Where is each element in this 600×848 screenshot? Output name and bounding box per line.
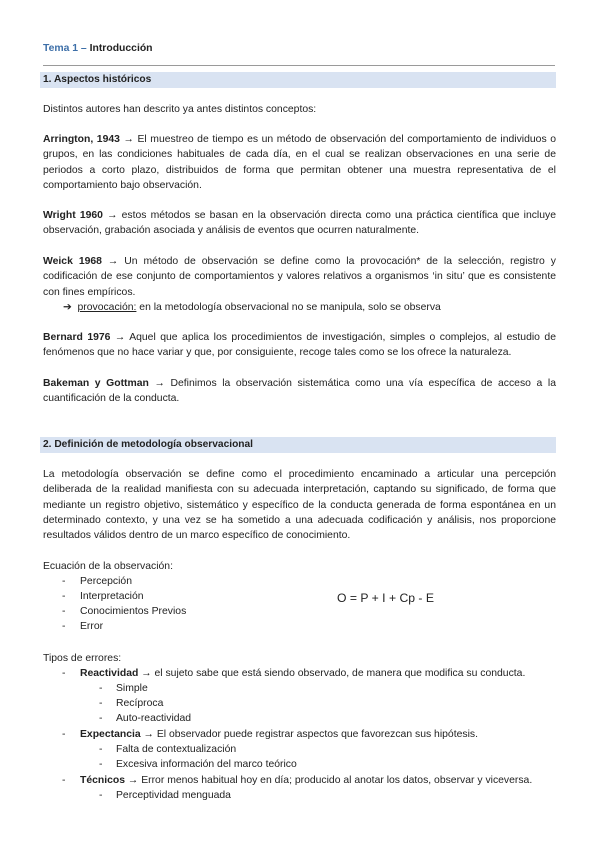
- observation-equation: O = P + I + Cp - E: [337, 591, 434, 605]
- list-dash: -: [99, 790, 103, 801]
- arrow-icon: ➔: [63, 302, 72, 313]
- author-paragraph-arrington: [43, 132, 556, 193]
- list-dash: -: [99, 759, 103, 770]
- list-item: Conocimientos Previos: [80, 606, 187, 617]
- error-item-reactividad: [80, 666, 525, 681]
- author-paragraph-bakeman-gottman: [43, 376, 556, 407]
- header-rule: [43, 65, 555, 66]
- error-name: Expectancia: [80, 729, 141, 740]
- author-text: → Definimos la observación sistemática como una vía específica de acceso a la cuantificación de la conducta.: [43, 378, 556, 405]
- provocation-note: [63, 300, 441, 315]
- list-dash: -: [62, 606, 66, 617]
- author-paragraph-bernard: [43, 330, 556, 361]
- author-name: Arrington, 1943: [43, 134, 120, 145]
- equation-label: Ecuación de la observación:: [43, 561, 173, 572]
- author-text: → Aquel que aplica los procedimientos de investigación, simples o complejos, al estudio de fenómenos que no hace variar y que, por consiguiente, recoge tales como se los ofrece la naturaleza.: [43, 332, 556, 359]
- note-text: en la metodología observacional no se manipula, solo se observa: [136, 302, 441, 313]
- list-item: Interpretación: [80, 591, 144, 602]
- sub-item: Perceptividad menguada: [116, 790, 231, 801]
- author-text: → Un método de observación se define como la provocación* de la selección, registro y codificación de ese conjunto de comportamientos y valores relativos a organismos ‘in situ’ que es consistente con fines empíricos.: [43, 256, 556, 298]
- list-dash: -: [99, 698, 103, 709]
- error-text: → Error menos habitual hoy en día; producido al anotar los datos, observar y viceversa.: [125, 775, 533, 786]
- author-text: → El muestreo de tiempo es un método de observación del comportamiento de individuos o grupos, en las condiciones habituales de cada día, en el cual se realizan observaciones en una serie de periodos a corto plazo, distribuidos de forma que permitan obtener una muestra representativa de el comportamiento bajo observación.: [43, 134, 556, 191]
- sub-item: Simple: [116, 683, 148, 694]
- section-heading-historical: 1. Aspectos históricos: [40, 72, 556, 88]
- list-dash: -: [99, 683, 103, 694]
- section-heading-definition: 2. Definición de metodología observacional: [40, 437, 556, 453]
- error-item-expectancia: [80, 727, 478, 742]
- definition-paragraph: La metodología observación se define como el procedimiento encaminado a articular una percepción deliberada de la realidad manifiesta con su adecuada interpretación, captando su significado, de forma que mediante un registro objetivo, sistemático y específico de la conducta generada de forma espontánea en un determinado contexto, y una vez se ha sometido a una adecuada codificación y análisis, nos proporcione resultados válidos dentro de un marco específico de conocimiento.: [43, 469, 556, 542]
- sub-item: Recíproca: [116, 698, 164, 709]
- list-item: Error: [80, 621, 104, 632]
- author-paragraph-wright: [43, 208, 556, 239]
- list-dash: -: [99, 744, 103, 755]
- list-dash: -: [62, 668, 66, 679]
- list-item: Percepción: [80, 576, 132, 587]
- error-text: → El observador puede registrar aspectos que favorezcan sus hipótesis.: [140, 729, 478, 740]
- list-dash: -: [62, 775, 66, 786]
- list-dash: -: [62, 576, 66, 587]
- errors-label: Tipos de errores:: [43, 653, 122, 664]
- topic-title: Introducción: [89, 43, 153, 54]
- sub-item: Falta de contextualización: [116, 744, 237, 755]
- author-text: → estos métodos se basan en la observación directa como una práctica científica que incluye observación, grabación asociada y análisis de eventos que ocurren naturalmente.: [43, 210, 556, 237]
- sub-item: Auto-reactividad: [116, 713, 192, 724]
- sub-item: Excesiva información del marco teórico: [116, 759, 297, 770]
- error-text: → el sujeto sabe que está siendo observado, de manera que modifica su conducta.: [138, 668, 526, 679]
- error-name: Reactividad: [80, 668, 139, 679]
- error-name: Técnicos: [80, 775, 126, 786]
- author-paragraph-weick: [43, 254, 556, 300]
- section1-intro: Distintos autores han descrito ya antes distintos conceptos:: [43, 104, 317, 115]
- list-dash: -: [99, 713, 103, 724]
- list-dash: -: [62, 591, 66, 602]
- error-item-tecnicos: [80, 773, 532, 788]
- author-name: Bernard 1976: [43, 332, 111, 343]
- header-separator: –: [78, 43, 90, 54]
- author-name: Bakeman y Gottman: [43, 378, 149, 389]
- page-header: [43, 43, 153, 54]
- list-dash: -: [62, 729, 66, 740]
- note-term: provocación:: [77, 302, 137, 313]
- topic-number: Tema 1: [43, 43, 79, 54]
- author-name: Weick 1968: [43, 256, 102, 267]
- author-name: Wright 1960: [43, 210, 103, 221]
- list-dash: -: [62, 621, 66, 632]
